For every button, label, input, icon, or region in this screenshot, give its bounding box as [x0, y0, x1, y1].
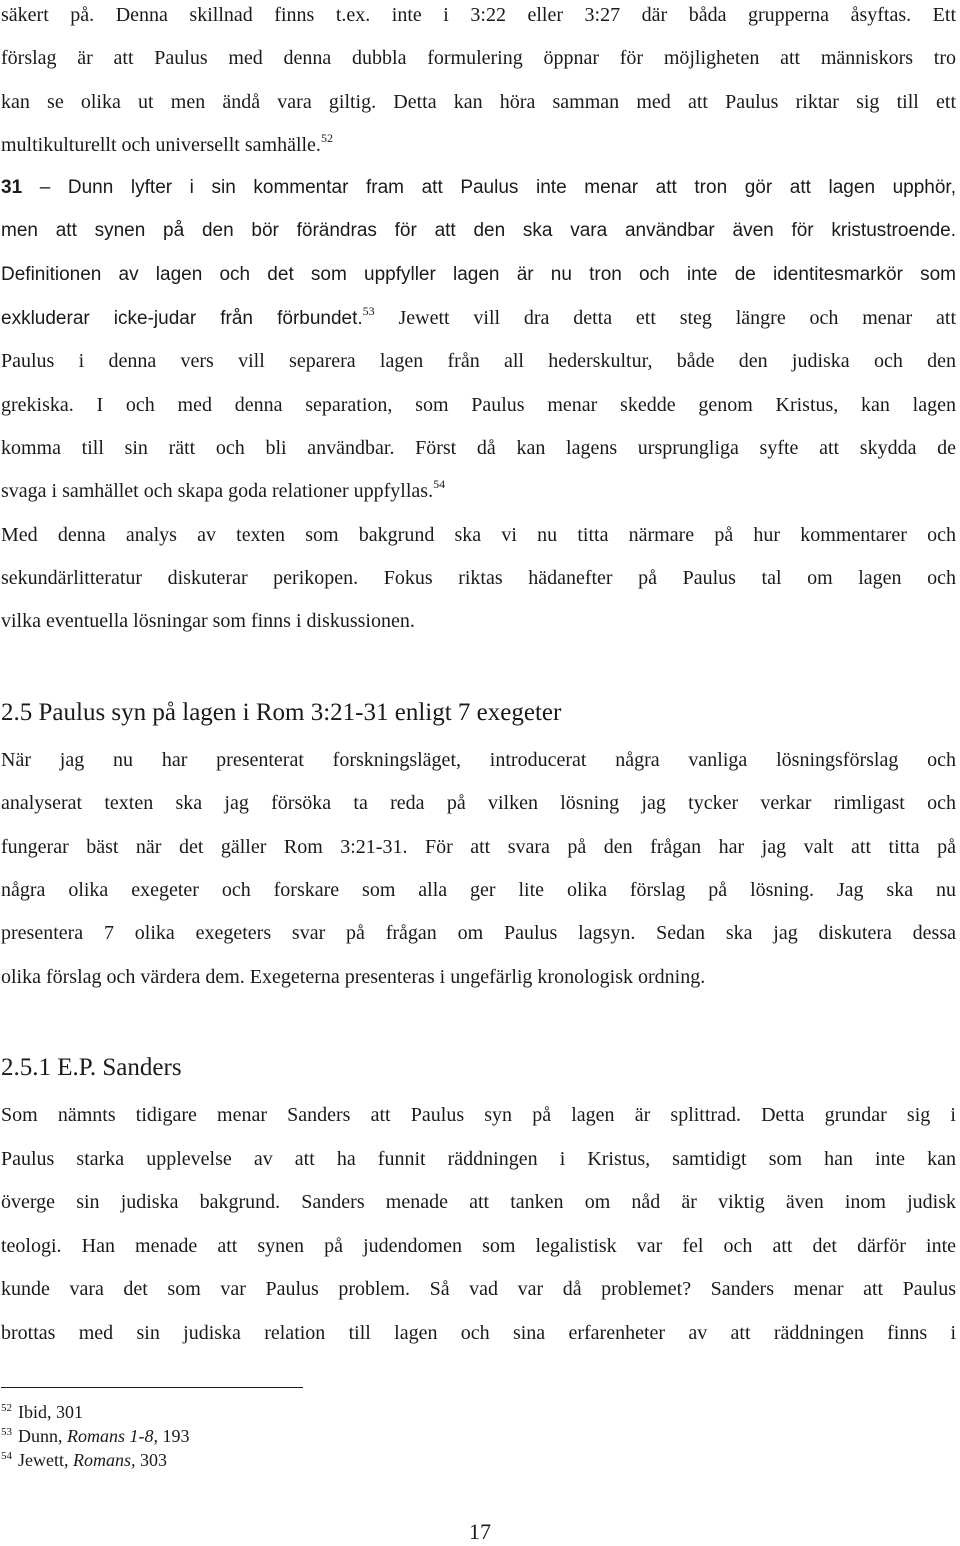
paragraph-line: några olika exegeter och forskare som alla ger lite olika förslag på lösning. Jag ska nu [1, 879, 956, 901]
paragraph-line [1, 478, 956, 504]
footnote-text: Jewett, [18, 1450, 73, 1470]
footnote [1, 1449, 167, 1471]
paragraph-line: men att synen på den bör förändras för att den ska vara användbar även för kristustroende. [1, 220, 956, 241]
paragraph-line: kunde vara det som var Paulus problem. Så vad var då problemet? Sanders menar att Paulus [1, 1278, 956, 1300]
paragraph-line: teologi. Han menade att synen på judendomen som legalistisk var fel och att det därför inte [1, 1235, 956, 1257]
paragraph-line [1, 305, 956, 331]
footnote-text: Dunn, [18, 1426, 67, 1446]
paragraph-line: överge sin judiska bakgrund. Sanders menade att tanken om nåd är viktig även inom judisk [1, 1191, 956, 1213]
footnote-text: 303 [135, 1450, 167, 1470]
footnote-ref: 52 [320, 131, 333, 145]
footnote-number: 53 [1, 1426, 12, 1438]
footnote-title: Romans, [72, 1450, 136, 1470]
subsection-heading: 2.5.1 E.P. Sanders [1, 1054, 182, 1081]
paragraph-line: kan se olika ut men ändå vara giltig. Detta kan höra samman med att Paulus riktar sig till ett [1, 91, 956, 113]
verse-number: 31 [1, 177, 23, 198]
paragraph-line: komma till sin rätt och bli användbar. Först då kan lagens ursprungliga syfte att skydda de [1, 437, 956, 459]
footnote-number: 52 [1, 1402, 12, 1414]
paragraph-line: brottas med sin judiska relation till lagen och sina erfarenheter av att räddningen finns i [1, 1322, 956, 1344]
paragraph-line: förslag är att Paulus med denna dubbla formulering öppnar för möjligheten att människors tro [1, 47, 956, 69]
footnote-text: Ibid, 301 [18, 1402, 83, 1422]
paragraph-line: presentera 7 olika exegeters svar på frågan om Paulus lagsyn. Sedan ska jag diskutera dessa [1, 922, 956, 944]
paragraph-line [1, 175, 956, 201]
footnote-ref: 53 [362, 304, 375, 318]
paragraph-line: analyserat texten ska jag försöka ta reda på vilken lösning jag tycker verkar rimligast och [1, 792, 956, 814]
paragraph-line: grekiska. I och med denna separation, som Paulus menar skedde genom Kristus, kan lagen [1, 394, 956, 416]
paragraph-text: – Dunn lyfter i sin kommentar fram att Paulus inte menar att tron gör att lagen upphör, [22, 177, 956, 198]
footnote-number: 54 [1, 1450, 12, 1462]
paragraph-text: exkluderar icke-judar från förbundet. [1, 308, 363, 329]
paragraph-line: sekundärlitteratur diskuterar perikopen. Fokus riktas hädanefter på Paulus tal om lagen och [1, 567, 956, 589]
paragraph-line: Paulus i denna vers vill separera lagen från all hederskultur, både den judiska och den [1, 350, 956, 372]
paragraph-line: När jag nu har presenterat forskningsläget, introducerat några vanliga lösningsförslag och [1, 749, 956, 771]
paragraph-line: säkert på. Denna skillnad finns t.ex. inte i 3:22 eller 3:27 där båda grupperna åsyftas. Ett [1, 4, 956, 26]
footnote-title: Romans 1-8, [67, 1426, 158, 1446]
paragraph-line: fungerar bäst när det gäller Rom 3:21-31. För att svara på den frågan har jag valt att titta på [1, 836, 956, 858]
paragraph-line: olika förslag och värdera dem. Exegeterna presenteras i ungefärlig kronologisk ordning. [1, 966, 706, 988]
paragraph-text: multikulturellt och universellt samhälle. [1, 134, 321, 156]
paragraph-line: Som nämnts tidigare menar Sanders att Paulus syn på lagen är splittrad. Detta grundar sig i [1, 1104, 956, 1126]
footnote [1, 1425, 190, 1447]
paragraph-text: svaga i samhället och skapa goda relationer uppfyllas. [1, 480, 434, 502]
footnote [1, 1401, 83, 1423]
section-heading: 2.5 Paulus syn på lagen i Rom 3:21-31 enligt 7 exegeter [1, 699, 562, 726]
footnote-separator [1, 1387, 303, 1388]
paragraph-line: Paulus starka upplevelse av att ha funnit räddningen i Kristus, samtidigt som han inte kan [1, 1148, 956, 1170]
page-number: 17 [469, 1519, 491, 1544]
paragraph-line: Definitionen av lagen och det som uppfyller lagen är nu tron och inte de identitesmarkör som [1, 264, 956, 285]
paragraph-line: vilka eventuella lösningar som finns i diskussionen. [1, 610, 415, 632]
footnote-ref: 54 [433, 477, 446, 491]
paragraph-text: Jewett vill dra detta ett steg längre och menar att [374, 307, 957, 329]
paragraph-line [1, 132, 956, 158]
paragraph-line: Med denna analys av texten som bakgrund ska vi nu titta närmare på hur kommentarer och [1, 524, 956, 546]
footnote-text: 193 [158, 1426, 190, 1446]
